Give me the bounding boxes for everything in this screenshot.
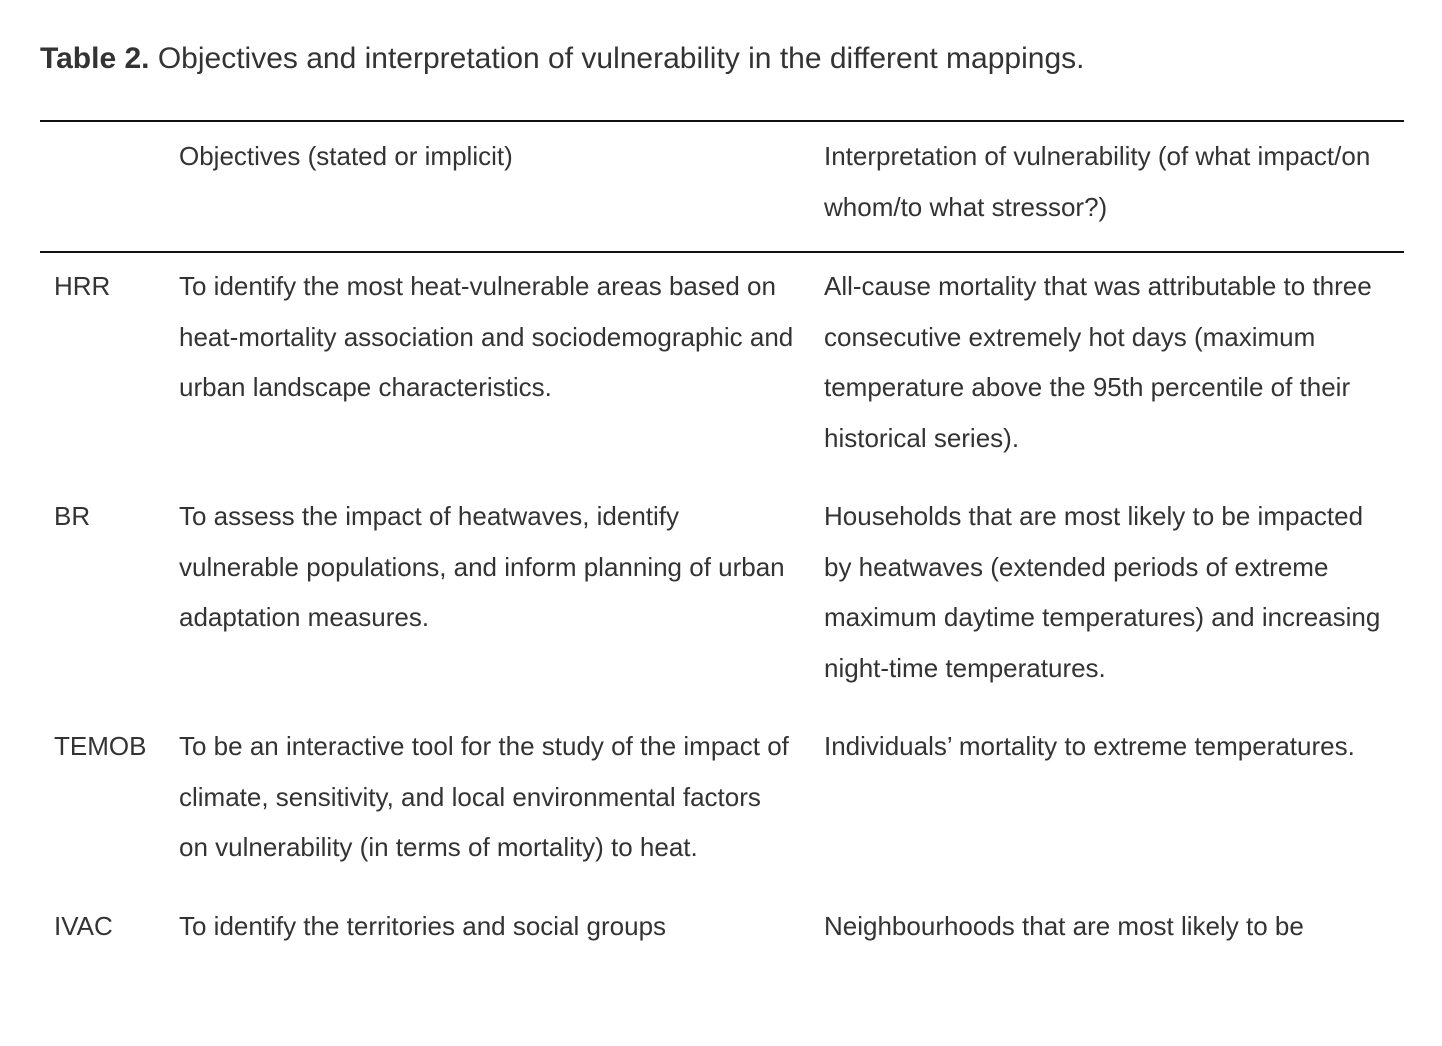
- row-interpretation: Individuals’ mortality to extreme temperatures.: [824, 731, 1355, 761]
- row-mapping-name: TEMOB: [54, 731, 147, 761]
- table-caption: [40, 40, 1404, 78]
- row-interpretation: All-cause mortality that was attributable to three consecutive extremely hot days (maximum temperature above the 95th percentile of their historical series).: [824, 271, 1372, 453]
- row-mapping-name: HRR: [54, 271, 111, 301]
- row-objectives: To identify the most heat-vulnerable areas based on heat-mortality association and sociodemographic and urban landscape characteristics.: [179, 271, 794, 402]
- header-interpretation: Interpretation of vulnerability (of what impact/on whom/to what stressor?): [824, 141, 1371, 222]
- row-objectives: To assess the impact of heatwaves, identify vulnerable populations, and inform planning of urban adaptation measures.: [179, 501, 785, 632]
- table-header-row: [40, 121, 1404, 252]
- table-caption-text: Objectives and interpretation of vulnerability in the different mappings.: [157, 42, 1085, 75]
- row-mapping-name: IVAC: [54, 910, 113, 941]
- header-mapping: [40, 121, 165, 252]
- header-objectives: Objectives (stated or implicit): [179, 141, 513, 171]
- table-caption-label: Table 2.: [40, 42, 150, 75]
- row-interpretation: Neighbourhoods that are most likely to be: [824, 910, 1304, 941]
- row-objectives: To identify the territories and social groups: [179, 910, 667, 941]
- vulnerability-table: [40, 120, 1404, 970]
- table-header: [40, 121, 1404, 252]
- table-row: [40, 482, 1404, 712]
- table-row: [40, 712, 1404, 892]
- row-interpretation: Households that are most likely to be impacted by heatwaves (extended periods of extreme maximum daytime temperatures) and increasing night-time temperatures.: [824, 501, 1381, 683]
- table-row: [40, 252, 1404, 482]
- row-mapping-name: BR: [54, 501, 91, 531]
- row-objectives: To be an interactive tool for the study of the impact of climate, sensitivity, and local environmental factors on vulnerability (in terms of mortality) to heat.: [179, 731, 789, 862]
- table-body: [40, 252, 1404, 970]
- table-row: [40, 892, 1404, 971]
